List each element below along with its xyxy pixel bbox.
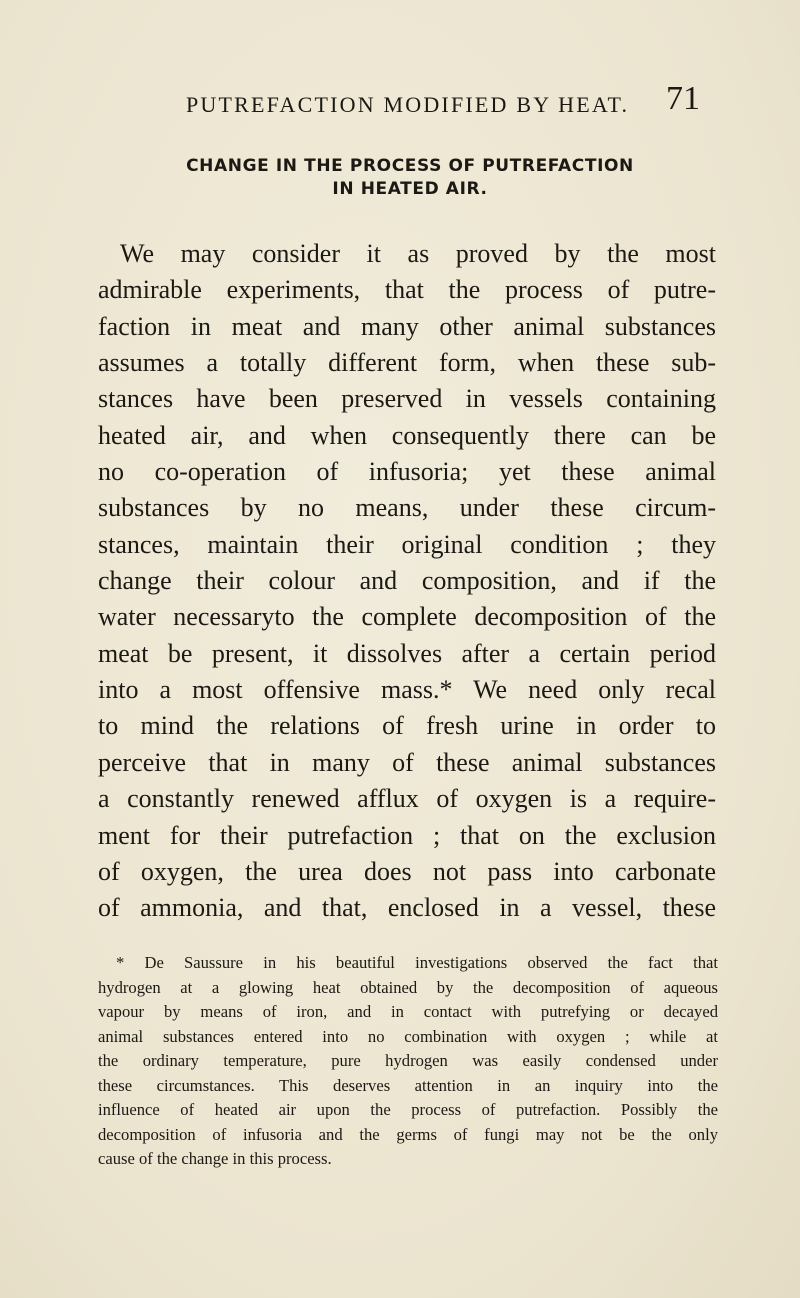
footnote-line: animal substances entered into no combination with oxygen ; while at (98, 1026, 718, 1046)
body-line: ment for their putrefaction ; that on the exclusion (98, 820, 716, 850)
section-title-line: IN HEATED AIR. (332, 179, 488, 199)
body-paragraph (98, 236, 716, 927)
footnote (98, 951, 718, 1172)
body-line: change their colour and composition, and if the (98, 566, 716, 596)
body-line: We may consider it as proved by the most (120, 239, 716, 268)
body-line: to mind the relations of fresh urine in order to (98, 711, 716, 741)
body-line: assumes a totally different form, when these sub- (98, 348, 716, 378)
body-line: substances by no means, under these circum- (98, 493, 716, 523)
body-line: faction in meat and many other animal substances (98, 311, 716, 341)
footnote-line: the ordinary temperature, pure hydrogen was easily condensed under (98, 1051, 718, 1070)
page-number: 71 (666, 80, 700, 117)
footnote-line: * De Saussure in his beautiful investigations observed the fact that (116, 953, 718, 972)
body-line: heated air, and when consequently there can be (98, 420, 716, 450)
footnote-line: these circumstances. This deserves attention in an inquiry into the (98, 1075, 718, 1095)
footnote-line: cause of the change in this process. (98, 1149, 332, 1168)
body-line: into a most offensive mass.* We need only recal (98, 675, 716, 705)
running-head: PUTREFACTION MODIFIED BY HEAT. (186, 92, 630, 117)
body-line: perceive that in many of these animal substances (98, 747, 716, 777)
body-line: of ammonia, and that, enclosed in a vessel, these (98, 893, 716, 923)
body-line: meat be present, it dissolves after a certain period (98, 638, 716, 668)
section-title (100, 155, 720, 201)
footnote-line: decomposition of infusoria and the germs of fungi may not be the only (98, 1124, 718, 1144)
body-line: admirable experiments, that the process of putre- (98, 275, 716, 305)
body-line: water necessaryto the complete decomposition of the (98, 602, 716, 632)
body-line: a constantly renewed afflux of oxygen is a require- (98, 784, 716, 814)
footnote-line: influence of heated air upon the process of putrefaction. Possibly the (98, 1100, 718, 1119)
body-line: stances have been preserved in vessels containing (98, 384, 716, 414)
body-line: stances, maintain their original condition ; they (98, 529, 716, 559)
footnote-line: hydrogen at a glowing heat obtained by the decomposition of aqueous (98, 977, 718, 997)
section-title-line: CHANGE IN THE PROCESS OF PUTREFACTION (186, 156, 634, 176)
footnote-line: vapour by means of iron, and in contact with putrefying or decayed (98, 1002, 718, 1021)
body-line: no co-operation of infusoria; yet these animal (98, 457, 716, 487)
body-line: of oxygen, the urea does not pass into carbonate (98, 856, 716, 886)
